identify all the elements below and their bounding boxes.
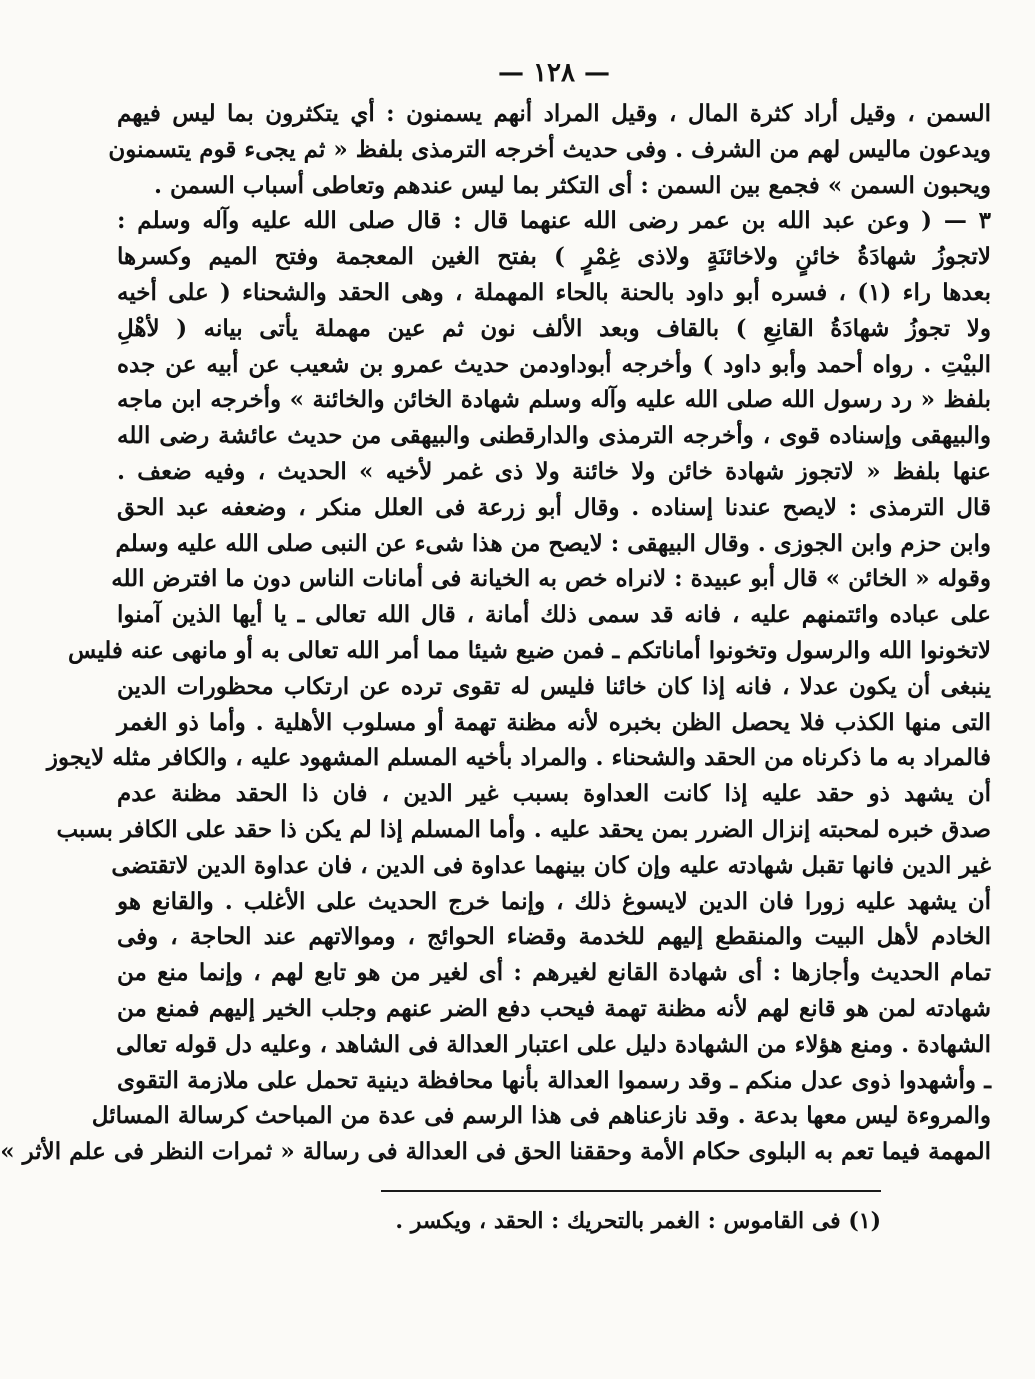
text-line: على عباده وائتمنهم عليه ، فانه قد سمى ذلك أمانة ، قال الله تعالى ـ يا أيها الذين آمنوا: [117, 601, 991, 629]
text-line: ويدعون ماليس لهم من الشرف . وفى حديث أخرجه الترمذى بلفظ « ثم يجىء قوم يتسمنون: [108, 135, 991, 163]
text-line: قال الترمذى : لايصح عندنا إسناده . وقال أبو زرعة فى العلل منكر ، وضعفه عبد الحق: [117, 493, 991, 521]
text-line: فالمراد به ما ذكرناه من الحقد والشحناء . والمراد بأخيه المسلم المشهود عليه ، والكافر مثله لايجوز: [46, 744, 991, 772]
text-line: لاتجوزُ شهادَةُ خائنٍ ولاخائنَةٍ ولاذى غِمْرٍ ) بفتح الغين المعجمة وفتح الميم وكسرها: [117, 243, 991, 271]
text-line: أن يشهد ذو حقد عليه إذا كانت العداوة بسبب غير الدين ، فان ذا الحقد مظنة عدم: [117, 780, 991, 808]
text-line: شهادته لمن هو قانع لهم لأنه مظنة تهمة فيحب دفع الضر عنهم وجلب الخير إليهم فمنع من: [117, 994, 991, 1022]
text-line: ويحبون السمن » فجمع بين السمن : أى التكثر بما ليس عندهم وتعاطى أسباب السمن .: [153, 171, 991, 199]
text-line: عنها بلفظ « لاتجوز شهادة خائن ولا خائنة ولا ذى غمر لأخيه » الحديث ، وفيه ضعف .: [117, 457, 992, 485]
footnote-divider: [381, 1190, 881, 1192]
text-line: السمن ، وقيل أراد كثرة المال ، وقيل المراد أنهم يسمنون : أي يتكثرون بما ليس فيهم: [117, 100, 991, 127]
text-line: صدق خبره لمحبته إنزال الضرر بمن يحقد عليه . وأما المسلم إذا لم يكن ذا حقد على الكافر بسبب: [56, 815, 991, 843]
text-line: وابن حزم وابن الجوزى . وقال البيهقى : لايصح من هذا شىء عن النبى صلى الله عليه وسلم: [115, 529, 991, 557]
text-line: والمروءة ليس معها بدعة . وقد نازعناهم فى هذا الرسم فى عدة من المباحث كرسالة المسائل: [91, 1102, 991, 1130]
text-line: بعدها راء (١) ، فسره أبو داود بالحنة بالحاء المهملة ، وهى الحقد والشحناء ( على أخيه: [117, 278, 991, 306]
text-line: ٣ — ( وعن عبد الله بن عمر رضى الله عنهما قال : قال صلى الله عليه وآله وسلم :: [117, 207, 991, 235]
text-line: ـ وأشهدوا ذوى عدل منكم ـ وقد رسموا العدالة بأنها محافظة دينية تحمل على ملازمة التقوى: [117, 1066, 991, 1094]
text-line: وقوله « الخائن » قال أبو عبيدة : لانراه خص به الخيانة فى أمانات الناس دون ما افترض الله: [111, 565, 991, 593]
text-line: الخادم لأهل البيت والمنقطع إليهم للخدمة وقضاء الحوائج ، وموالاتهم عند الحاجة ، وفى: [117, 923, 991, 951]
text-line: لاتخونوا الله والرسول وتخونوا أماناتكم ـ فمن ضيع شيئا مما أمر الله تعالى به أو مانهى عنه فليس: [68, 636, 991, 664]
footnote: (١) فى القاموس : الغمر بالتحريك : الحقد ، ويكسر .: [395, 1207, 881, 1234]
text-line: بلفظ « رد رسول الله صلى الله عليه وآله وسلم شهادة الخائن والخائنة » وأخرجه ابن ماجه: [117, 386, 991, 414]
page-number: — ١٢٨ —: [497, 58, 611, 88]
text-line: أن يشهد عليه زورا فان الدين لايسوغ ذلك ، وإنما خرج الحديث على الأغلب . والقانع هو: [117, 887, 991, 915]
text-line: تمام الحديث وأجازها : أى شهادة القانع لغيرهم : أى لغير من هو تابع لهم ، وإنما منع من: [117, 959, 991, 987]
body-text: [0, 96, 992, 1170]
text-line: المهمة فيما تعم به البلوى حكام الأمة وحققنا الحق فى العدالة فى رسالة « ثمرات النظر فى علم الأثر »: [0, 1138, 991, 1166]
text-line: البيْتِ . رواه أحمد وأبو داود ) وأخرجه أبوداودمن حديث عمرو بن شعيب عن أبيه عن جده: [117, 350, 991, 378]
text-line: غير الدين فانها تقبل شهادته عليه وإن كان بينهما عداوة فى الدين ، فان عداوة الدين لاتقتضى: [111, 851, 991, 879]
text-line: ولا تجوزُ شهادَةُ القانِعِ ) بالقاف وبعد الألف نون ثم عين مهملة يأتى بيانه ( لأهْلِ: [117, 314, 991, 342]
text-line: الشهادة . ومنع هؤلاء من الشهادة دليل على اعتبار العدالة فى الشاهد ، وعليه دل قوله تعالى: [116, 1030, 991, 1058]
text-line: التى منها الكذب فلا يحصل الظن بخبره لأنه مظنة تهمة أو مسلوب الأهلية . وأما ذو الغمر: [117, 708, 991, 736]
text-line: والبيهقى وإسناده قوى ، وأخرجه الترمذى والدارقطنى والبيهقى من حديث عائشة رضى الله: [117, 422, 991, 450]
text-line: ينبغى أن يكون عدلا ، فانه إذا كان خائنا فليس له تقوى ترده عن ارتكاب محظورات الدين: [117, 672, 991, 700]
